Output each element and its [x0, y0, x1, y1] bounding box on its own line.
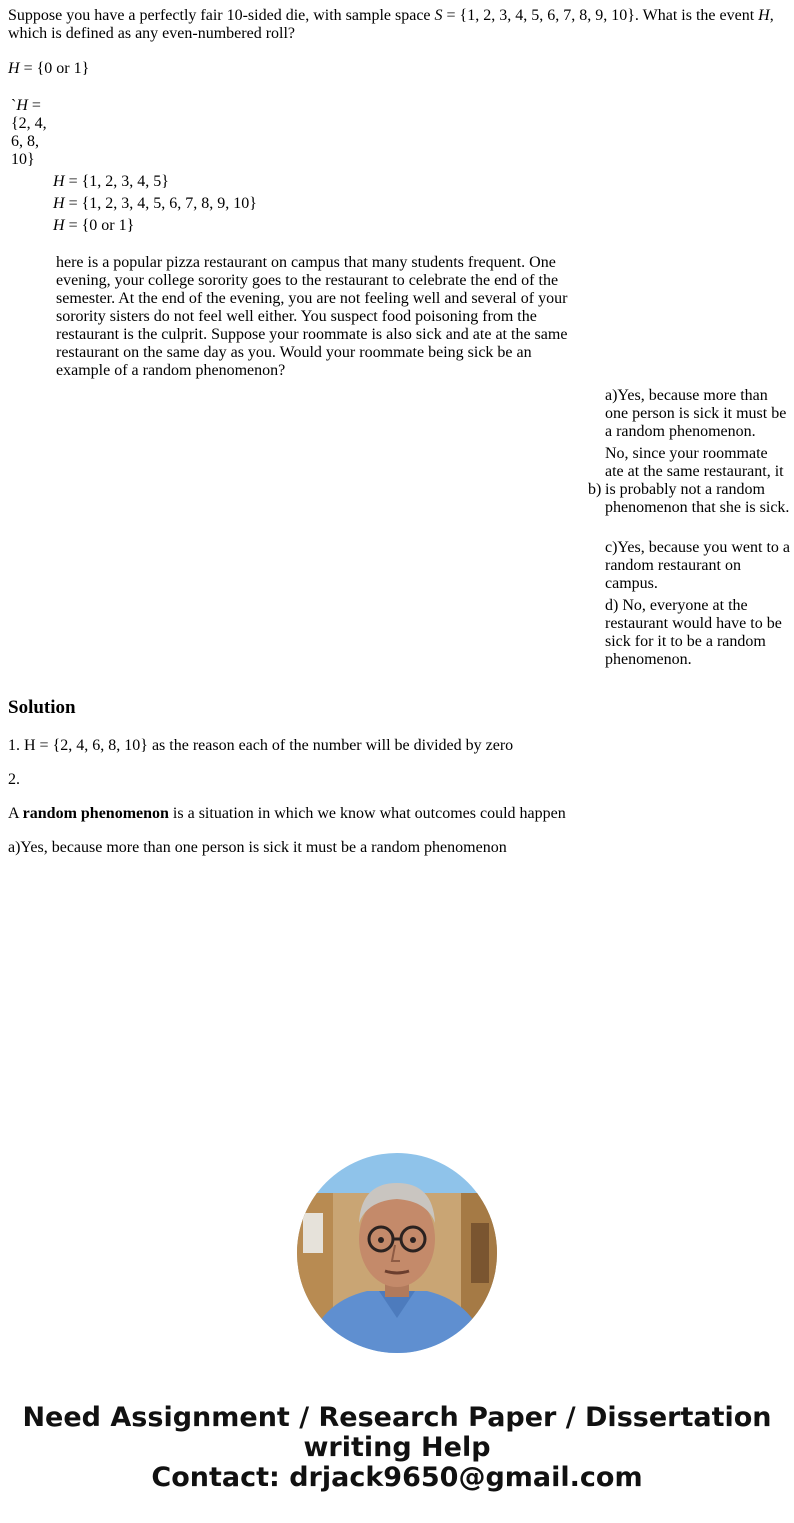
option-h-zero-or-one-repeat: H = {0 or 1}: [53, 217, 135, 234]
tutor-avatar: [297, 1153, 497, 1353]
solution-answer: a)Yes, because more than one person is sick it must be a random phenomenon: [8, 839, 507, 856]
promo-banner: [0, 1403, 794, 1493]
promo-line-1: Need Assignment / Research Paper / Dissertation: [22, 1402, 772, 1433]
promo-line-2: writing Help: [303, 1432, 491, 1463]
definition-term: random phenomenon: [22, 805, 169, 822]
solution-heading: Solution: [8, 697, 76, 718]
choice-a: a)Yes, because more than one person is sick it must be a random phenomenon.: [605, 387, 787, 440]
choice-c: c)Yes, because you went to a random restaurant on campus.: [605, 539, 790, 592]
choice-b: No, since your roommate ate at the same restaurant, it is probably not a random phenomenon that she is sick.: [605, 445, 790, 516]
solution-line-1: 1. H = {2, 4, 6, 8, 10} as the reason each of the number will be divided by zero: [8, 737, 514, 754]
solution-definition: A random phenomenon is a situation in which we know what outcomes could happen: [8, 805, 566, 822]
choice-d: d) No, everyone at the restaurant would have to be sick for it to be a random phenomenon.: [605, 597, 782, 668]
choice-b-marker: b): [588, 481, 602, 498]
option-h-even: `H = {2, 4, 6, 8, 10}: [11, 97, 47, 168]
option-h-one-to-five: H = {1, 2, 3, 4, 5}: [53, 173, 169, 190]
solution-line-2: 2.: [8, 771, 20, 788]
question-1-text: Suppose you have a perfectly fair 10-sided die, with sample space S = {1, 2, 3, 4, 5, 6, 7, 8, 9, 10}. What is the event H, which is defined as any even-numbered roll?: [8, 7, 774, 42]
option-h-one-to-ten: H = {1, 2, 3, 4, 5, 6, 7, 8, 9, 10}: [53, 195, 257, 212]
question-2-text: here is a popular pizza restaurant on campus that many students frequent. One evening, your college sorority goes to the restaurant to celebrate the end of the semester. At the end of the evening, you are not feeling well and several of your sorority sisters do not feel well either. You suspect food poisoning from the restaurant is the culprit. Suppose your roommate is also sick and ate at the same restaurant on the same day as you. Would your roommate being sick be an example of a random phenomenon?: [56, 254, 568, 379]
promo-contact: Contact: drjack9650@gmail.com: [151, 1462, 643, 1493]
option-h-zero-or-one: H = {0 or 1}: [8, 60, 90, 77]
